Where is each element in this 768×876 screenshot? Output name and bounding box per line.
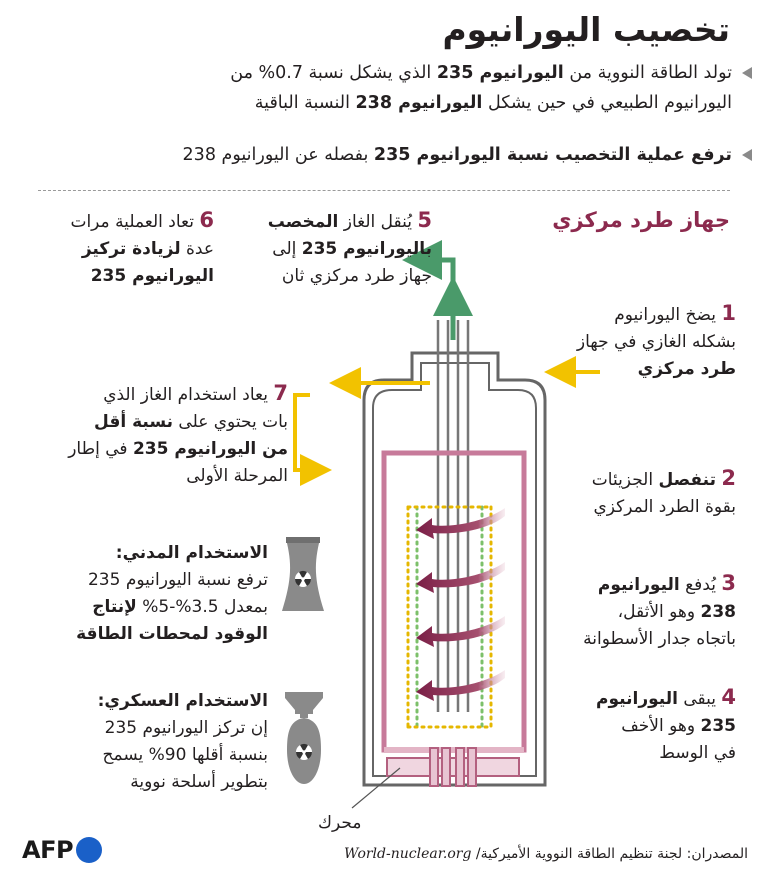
military-use: الاستخدام العسكري: إن تركز اليورانيوم 235 بنسبة أقلها 90% يسمح بتطوير أسلحة نووية — [14, 688, 268, 796]
step-1: 1 يضخ اليورانيوم بشكله الغازي في جهاز طرد مركزي — [576, 301, 736, 379]
step-2-number: 2 — [721, 466, 736, 490]
centrifuge-casing — [364, 353, 545, 785]
page-title: تخصيب اليورانيوم — [442, 10, 730, 49]
bomb-icon — [283, 690, 325, 786]
step-3-number: 3 — [721, 571, 736, 595]
step-3: 3 يُدفع اليورانيوم 238 وهو الأثقل، باتجاه جدار الأسطوانة — [583, 571, 736, 649]
military-use-title: الاستخدام العسكري: — [97, 691, 268, 711]
bullet-1-line-1: تولد الطاقة النووية من اليورانيوم 235 الذي يشكل نسبة 0.7% من — [230, 63, 732, 83]
cooling-tower-icon — [278, 533, 328, 613]
motor-pointer — [352, 768, 400, 808]
step-5: 5 يُنقل الغاز المخصب باليورانيوم 235 إلى جهاز طرد مركزي ثان — [267, 208, 432, 286]
step-7: 7 يعاد استخدام الغاز الذي بات يحتوي على نسبة أقل من اليورانيوم 235 في إطار المرحلة الأولى — [68, 381, 288, 486]
step-6: 6 تعاد العملية مرات عدة لزيادة تركيز اليورانيوم 235 — [70, 208, 214, 286]
central-pipes — [438, 320, 468, 712]
civil-use-title: الاستخدام المدني: — [115, 543, 268, 563]
bullet-2-line: ترفع عملية التخصيب نسبة اليورانيوم 235 بفصله عن اليورانيوم 238 — [182, 145, 732, 165]
step-1-number: 1 — [721, 301, 736, 325]
step-7-number: 7 — [273, 381, 288, 405]
motor — [387, 748, 519, 786]
step-6-number: 6 — [199, 208, 214, 232]
afp-logo: AFP — [22, 836, 102, 864]
step-2: 2 تنفصل الجزيئات بقوة الطرد المركزي — [591, 466, 736, 517]
sources: المصدران: لجنة تنظيم الطاقة النووية الأميركية/ World-nuclear.org — [344, 846, 748, 862]
civil-use: الاستخدام المدني: ترفع نسبة اليورانيوم 235 بمعدل 3.5%-5% لإنتاج الوقود لمحطات الطاقة — [14, 540, 268, 648]
step-4-number: 4 — [721, 685, 736, 709]
motor-label: محرك — [318, 813, 362, 833]
afp-logo-dot-icon — [76, 837, 102, 863]
step-5-number: 5 — [417, 208, 432, 232]
bullet-1-line-2: اليورانيوم الطبيعي في حين يشكل اليورانيوم 238 النسبة الباقية — [254, 93, 732, 113]
step-4: 4 يبقى اليورانيوم 235 وهو الأخف في الوسط — [596, 685, 736, 763]
device-title: جهاز طرد مركزي — [552, 208, 730, 232]
rotor-cylinder — [384, 453, 524, 750]
